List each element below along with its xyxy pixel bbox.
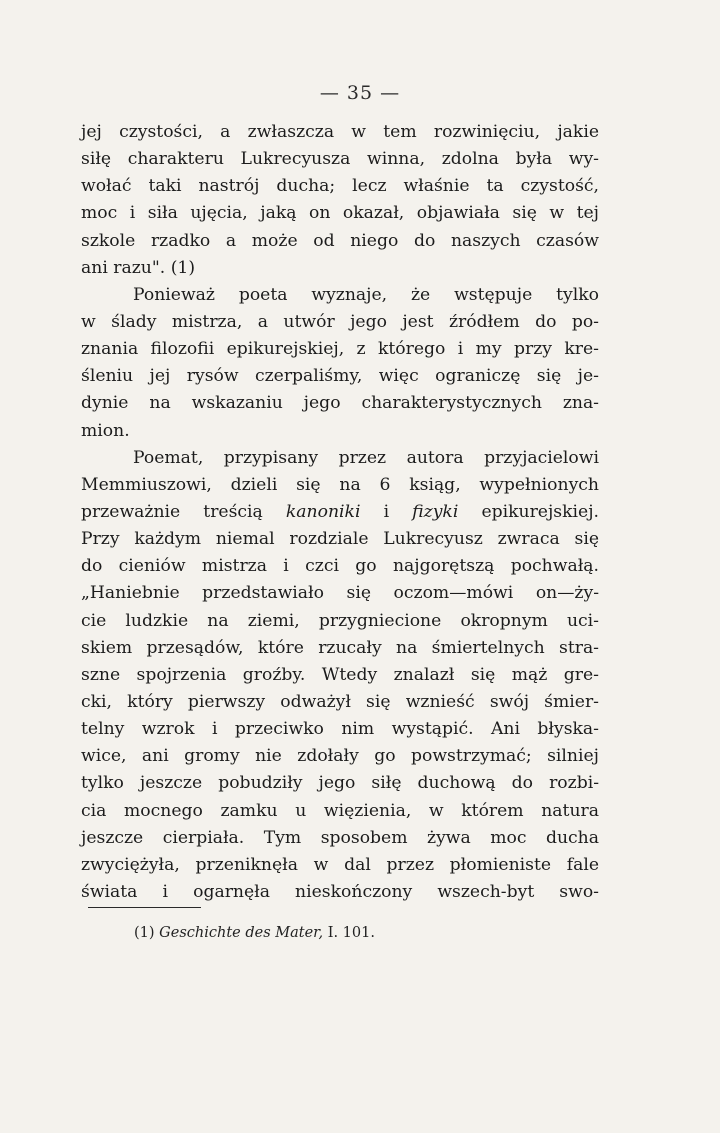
text-line: cie ludzkie na ziemi, przygniecione okropnym uci- [81, 610, 599, 631]
text-line-with-italics [81, 499, 599, 526]
text-line: cia mocnego zamku u więzienia, w którem natura [81, 800, 599, 821]
text-fragment: przeważnie treścią [81, 501, 263, 522]
footnote-title: Geschichte des Mater, [159, 925, 324, 941]
page-number: — 35 — [319, 82, 401, 104]
text-line: dynie na wskazaniu jego charakterystycznych zna- [81, 393, 599, 414]
text-line: mion. [81, 420, 130, 441]
text-line: Memmiuszowi, dzieli się na 6 ksiąg, wypełnionych [81, 474, 599, 495]
text-line: w ślady mistrza, a utwór jego jest źródłem do po- [81, 311, 599, 332]
text-line: wice, ani gromy nie zdołały go powstrzymać; silniej [81, 746, 599, 767]
text-line: jej czystości, a zwłaszcza w tem rozwinięciu, jakie [81, 122, 599, 142]
text-line: ani razu". (1) [81, 257, 196, 278]
footnote-divider [88, 907, 201, 908]
text-line: siłę charakteru Lukrecyusza winna, zdolna była wy- [81, 149, 599, 170]
paragraph-start-line: Ponieważ poeta wyznaje, że wstępuje tylko [133, 284, 599, 305]
footnote-reference: I. 101. [327, 925, 375, 941]
body-text [81, 119, 599, 906]
italic-term: fizyki [412, 501, 459, 522]
text-line: Przy każdym niemal rozdziale Lukrecyusz zwraca się [81, 529, 599, 550]
text-fragment: i [383, 501, 390, 522]
text-line: do cieniów mistrza i czci go najgorętszą pochwałą. [81, 556, 599, 577]
text-line: szkole rzadko a może od niego do naszych czasów [81, 230, 599, 251]
text-line: jeszcze cierpiała. Tym sposobem żywa moc ducha [81, 827, 599, 848]
text-line: wołać taki nastrój ducha; lecz właśnie ta czystość, [81, 176, 599, 197]
text-line: świata i ogarnęła nieskończony wszech-byt swo- [81, 881, 599, 902]
text-line: moc i siła ujęcia, jaką on okazał, objawiała się w tej [81, 203, 599, 224]
text-line: zwyciężyła, przeniknęła w dal przez płomieniste fale [81, 854, 599, 875]
italic-term: kanoniki [285, 501, 361, 522]
text-fragment: epikurejskiej. [481, 501, 600, 522]
text-line: śleniu jej rysów czerpaliśmy, więc ograniczę się je- [81, 366, 599, 387]
text-line: znania filozofii epikurejskiej, z którego i my przy kre- [81, 339, 599, 360]
footnote-marker: (1) [134, 925, 155, 941]
text-line: szne spojrzenia groźby. Wtedy znalazł się mąż gre- [81, 664, 599, 685]
text-line: tylko jeszcze pobudziły jego siłę duchową do rozbi- [81, 773, 599, 794]
footnote [134, 925, 375, 941]
text-line: „Haniebnie przedstawiało się oczom—mówi on—ży- [81, 583, 599, 604]
text-line: telny wzrok i przeciwko nim wystąpić. Ani błyska- [81, 719, 599, 740]
text-line: skiem przesądów, które rzucały na śmiertelnych stra- [81, 637, 599, 658]
text-line: cki, który pierwszy odważył się wznieść swój śmier- [81, 691, 599, 712]
paragraph-start-line: Poemat, przypisany przez autora przyjacielowi [133, 447, 599, 468]
